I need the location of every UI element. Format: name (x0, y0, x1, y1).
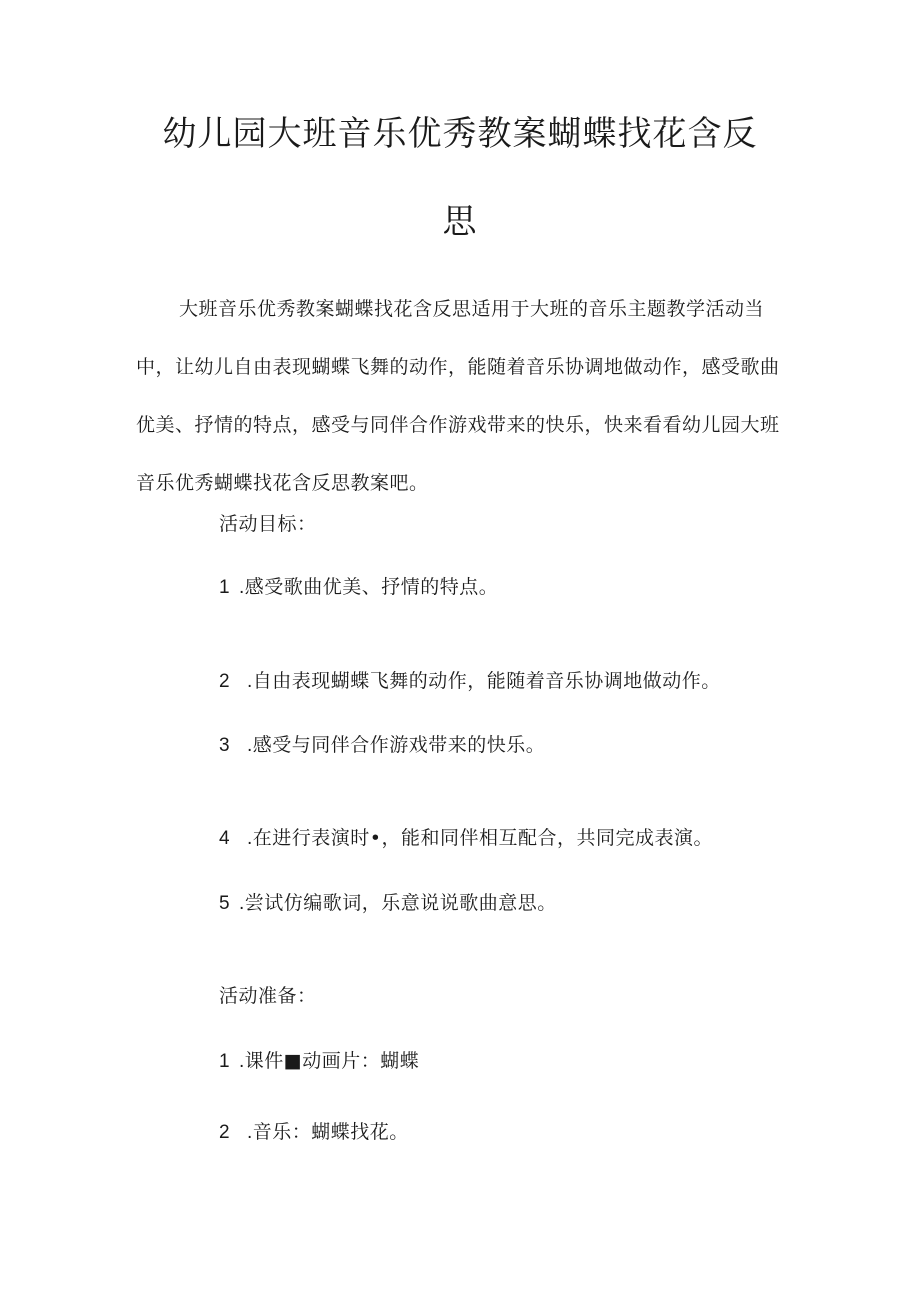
list-item: 4 .在进行表演时•，能和同伴相互配合，共同完成表演。 (219, 827, 713, 849)
page-title: 幼儿园大班音乐优秀教案蝴蝶找花含反 (162, 114, 758, 154)
list-item-number: 1 (219, 1051, 231, 1072)
list-item-text: 音乐：蝴蝶找花。 (252, 1121, 409, 1143)
list-item: 5 .尝试仿编歌词，乐意说说歌曲意思。 (219, 892, 557, 914)
list-item-text: 课件■动画片：蝴蝶 (244, 1050, 420, 1072)
list-item-text: 在进行表演时•，能和同伴相互配合，共同完成表演。 (252, 827, 713, 849)
list-item: 2 .自由表现蝴蝶飞舞的动作，能随着音乐协调地做动作。 (219, 670, 721, 692)
goals-heading: 活动目标： (219, 513, 317, 535)
list-item-text: 自由表现蝴蝶飞舞的动作，能随着音乐协调地做动作。 (252, 670, 721, 692)
list-item-number: 4 (219, 828, 231, 849)
list-item: 3 .感受与同伴合作游戏带来的快乐。 (219, 734, 546, 756)
list-item-number: 2 (219, 671, 231, 692)
list-item: 2 .音乐：蝴蝶找花。 (219, 1121, 409, 1143)
list-item-number: 1 (219, 577, 231, 598)
list-item: 1 .课件■动画片：蝴蝶 (219, 1050, 420, 1072)
prep-heading: 活动准备： (219, 985, 317, 1007)
intro-paragraph: 大班音乐优秀教案蝴蝶找花含反思适用于大班的音乐主题教学活动当中，让幼儿自由表现蝴蝶飞舞的动作，能随着音乐协调地做动作，感受歌曲优美、抒情的特点，感受与同伴合作游戏带来的快乐，快来看看幼儿园大班音乐优秀蝴蝶找花含反思教案吧。 (136, 298, 780, 494)
list-item-text: 尝试仿编歌词，乐意说说歌曲意思。 (244, 892, 557, 914)
list-item-number: 5 (219, 893, 231, 914)
list-item: 1 .感受歌曲优美、抒情的特点。 (219, 576, 499, 598)
list-item-number: 3 (219, 735, 231, 756)
list-item-text: 感受歌曲优美、抒情的特点。 (244, 576, 499, 598)
list-item-number: 2 (219, 1122, 231, 1143)
page-title-continued: 思 (442, 202, 478, 242)
list-item-text: 感受与同伴合作游戏带来的快乐。 (252, 734, 546, 756)
